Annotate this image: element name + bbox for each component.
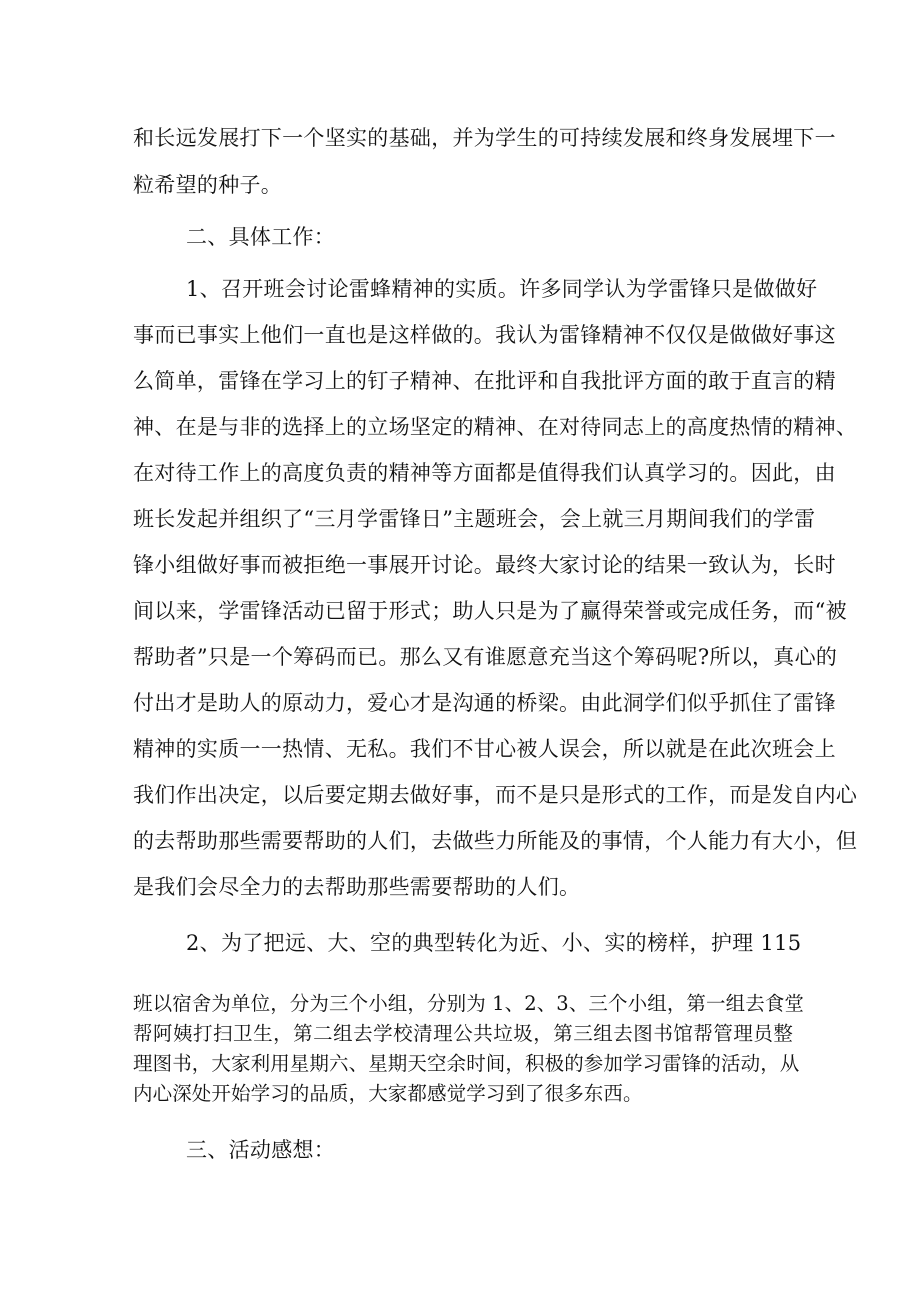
paragraph-line: 班以宿舍为单位，分为三个小组，分别为 1、2、3、三个小组，第一组去食堂 bbox=[133, 992, 805, 1015]
paragraph-line: 班长发起并组织了“三月学雷锋日”主题班会，会上就三月期间我们的学雷 bbox=[133, 507, 816, 531]
paragraph-line: 帮助者”只是一个筹码而已。那么又有谁愿意充当这个筹码呢?所以，真心的 bbox=[133, 645, 838, 669]
paragraph-line: 1、召开班会讨论雷蜂精神的实质。许多同学认为学雷锋只是做做好 bbox=[186, 277, 818, 301]
paragraph-line: 是我们会尽全力的去帮助那些需要帮助的人们。 bbox=[133, 875, 581, 899]
paragraph-line: 帮阿姨打扫卫生，第二组去学校清理公共垃圾，第三组去图书馆帮管理员整 bbox=[133, 1022, 793, 1045]
paragraph-line: 神、在是与非的选择上的立场坚定的精神、在对待同志上的高度热情的精神、 bbox=[133, 415, 858, 439]
paragraph-line: 内心深处开始学习的品质，大家都感觉学习到了很多东西。 bbox=[133, 1082, 643, 1105]
paragraph-line: 么简单，雷锋在学习上的钉子精神、在批评和自我批评方面的敢于直言的精 bbox=[133, 369, 836, 393]
paragraph-line: 粒希望的种子。 bbox=[133, 173, 283, 197]
section-heading: 三、活动感想： bbox=[186, 1138, 336, 1162]
paragraph-line: 和长远发展打下一个坚实的基础，并为学生的可持续发展和终身发展埋下一 bbox=[133, 126, 836, 150]
paragraph-line: 2、为了把远、大、空的典型转化为近、小、实的榜样，护理 115 bbox=[186, 931, 802, 955]
paragraph-line: 付出才是助人的原动力，爱心才是沟通的桥梁。由此洞学们似乎抓住了雷锋 bbox=[133, 691, 836, 715]
paragraph-line: 我们作出决定，以后要定期去做好事，而不是只是形式的工作，而是发自内心 bbox=[133, 783, 858, 807]
paragraph-line: 间以来，学雷锋活动已留于形式；助人只是为了赢得荣誉或完成任务，而“被 bbox=[133, 599, 847, 623]
paragraph-line: 锋小组做好事而被拒绝一事展开讨论。最终大家讨论的结果一致认为，长时 bbox=[133, 553, 836, 577]
paragraph-line: 理图书，大家利用星期六、星期天空余时间，积极的参加学习雷锋的活动，从 bbox=[133, 1052, 800, 1075]
paragraph-line: 在对待工作上的高度负责的精神等方面都是值得我们认真学习的。因此，由 bbox=[133, 461, 836, 485]
paragraph-line: 事而已事实上他们一直也是这样做的。我认为雷锋精神不仅仅是做做好事这 bbox=[133, 323, 836, 347]
section-heading: 二、具体工作： bbox=[186, 225, 336, 249]
paragraph-line: 精神的实质一一热情、无私。我们不甘心被人误会，所以就是在此次班会上 bbox=[133, 737, 836, 761]
paragraph-line: 的去帮助那些需要帮助的人们，去做些力所能及的事情，个人能力有大小，但 bbox=[133, 829, 858, 853]
